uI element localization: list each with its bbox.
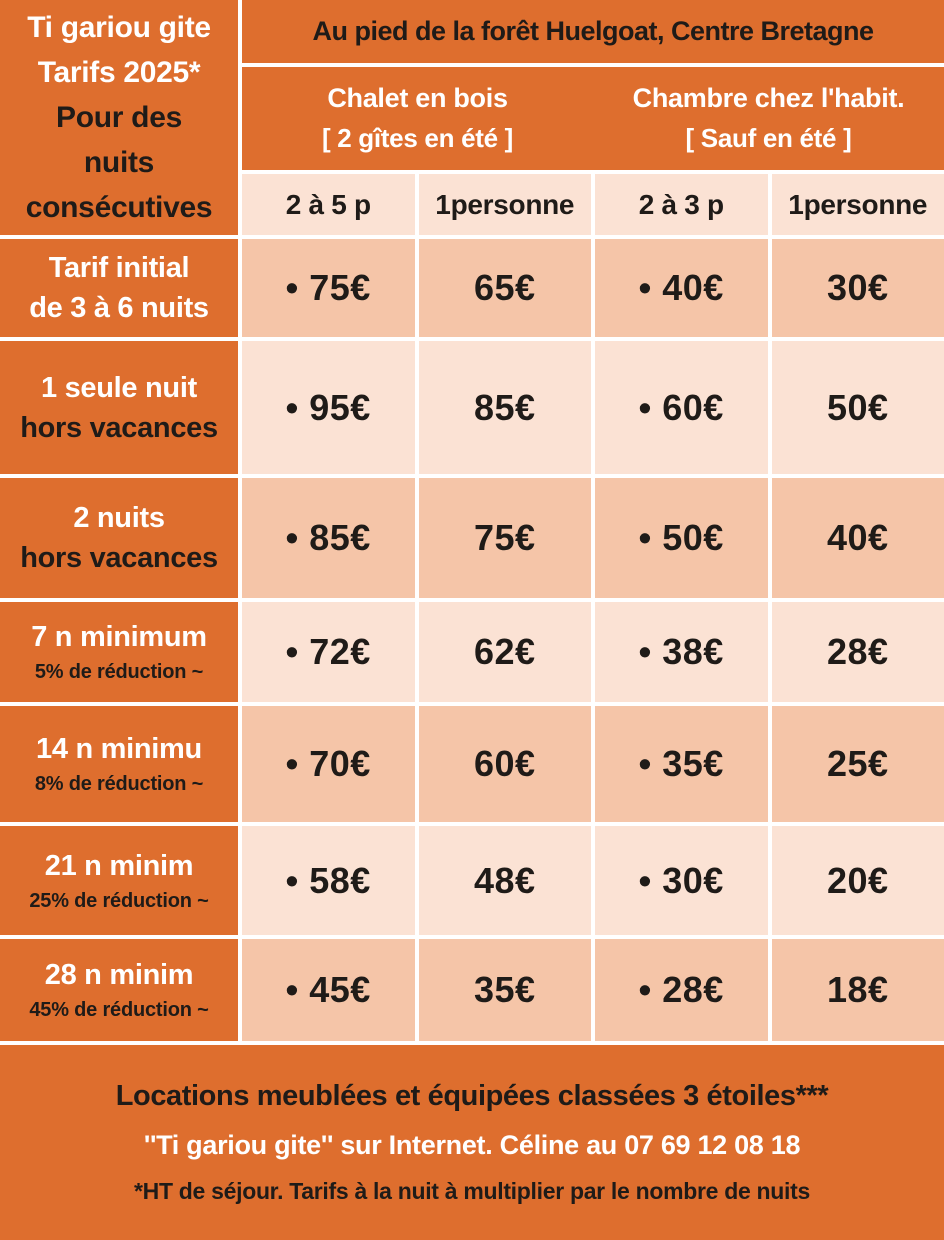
row-label xyxy=(0,826,238,935)
column-header: 1personne xyxy=(772,174,944,235)
price-cell: 18€ xyxy=(772,939,944,1041)
footer-classification-line: Locations meublées et équipées classées 3 étoiles*** xyxy=(115,1080,829,1112)
price-cell: 65€ xyxy=(419,239,592,337)
price-cell: 25€ xyxy=(772,706,944,822)
corner-line: nuits xyxy=(83,146,155,179)
group-chambre xyxy=(593,67,944,170)
row-label xyxy=(0,341,238,474)
footer xyxy=(0,1045,944,1240)
row-label-line2: 25% de réduction ~ xyxy=(29,889,209,912)
price-cell: 62€ xyxy=(419,602,592,702)
row-label-line1: 14 n minimu xyxy=(36,733,202,765)
row-label xyxy=(0,939,238,1041)
price-cell: • 30€ xyxy=(595,826,768,935)
corner-title-block xyxy=(0,0,238,235)
row-label xyxy=(0,706,238,822)
price-cell: • 28€ xyxy=(595,939,768,1041)
group-chambre-title: Chambre chez l'habit. xyxy=(632,83,905,113)
group-chalet-subtitle: [ 2 gîtes en été ] xyxy=(321,123,514,153)
column-header: 2 à 5 p xyxy=(242,174,415,235)
footer-contact-line: ''Ti gariou gite'' sur Internet. Céline au 07 69 12 08 18 xyxy=(143,1130,801,1160)
location-banner: Au pied de la forêt Huelgoat, Centre Bretagne xyxy=(242,0,944,63)
price-cell: • 85€ xyxy=(242,478,415,598)
row-label-line2: hors vacances xyxy=(20,411,218,444)
price-cell: 50€ xyxy=(772,341,944,474)
price-cell: 40€ xyxy=(772,478,944,598)
group-chalet-title: Chalet en bois xyxy=(327,83,508,113)
group-header-band xyxy=(242,67,944,170)
footer-note-line: *HT de séjour. Tarifs à la nuit à multiplier par le nombre de nuits xyxy=(133,1178,810,1204)
price-cell: • 40€ xyxy=(595,239,768,337)
row-label-line1: 21 n minim xyxy=(44,849,194,882)
group-chambre-subtitle: [ Sauf en été ] xyxy=(685,123,852,153)
column-header: 1personne xyxy=(419,174,592,235)
price-cell: • 35€ xyxy=(595,706,768,822)
row-label-line1: Tarif initial xyxy=(48,252,190,284)
price-cell: • 50€ xyxy=(595,478,768,598)
row-label-line2: de 3 à 6 nuits xyxy=(29,292,209,324)
row-label-line1: 1 seule nuit xyxy=(41,371,197,404)
corner-line: consécutives xyxy=(25,191,213,224)
price-cell: • 95€ xyxy=(242,341,415,474)
row-label-line2: hors vacances xyxy=(20,542,218,574)
price-cell: 20€ xyxy=(772,826,944,935)
row-label-line1: 2 nuits xyxy=(73,502,165,534)
row-label-line2: 8% de réduction ~ xyxy=(34,773,204,795)
price-cell: 75€ xyxy=(419,478,592,598)
corner-line: Tarifs 2025* xyxy=(37,56,201,89)
column-header: 2 à 3 p xyxy=(595,174,768,235)
price-cell: • 72€ xyxy=(242,602,415,702)
corner-line: Ti gariou gite xyxy=(27,11,211,44)
price-cell: • 75€ xyxy=(242,239,415,337)
row-label xyxy=(0,239,238,337)
price-cell: 28€ xyxy=(772,602,944,702)
corner-line: Pour des xyxy=(56,101,182,134)
row-label-line1: 28 n minim xyxy=(44,959,194,991)
price-cell: 60€ xyxy=(419,706,592,822)
price-cell: • 58€ xyxy=(242,826,415,935)
price-cell: • 45€ xyxy=(242,939,415,1041)
row-label xyxy=(0,478,238,598)
price-cell: 48€ xyxy=(419,826,592,935)
row-label-line2: 5% de réduction ~ xyxy=(34,661,204,683)
price-cell: • 60€ xyxy=(595,341,768,474)
price-cell: 30€ xyxy=(772,239,944,337)
row-label-line2: 45% de réduction ~ xyxy=(29,999,209,1021)
price-cell: 35€ xyxy=(419,939,592,1041)
price-cell: 85€ xyxy=(419,341,592,474)
group-chalet xyxy=(242,67,593,170)
price-cell: • 38€ xyxy=(595,602,768,702)
price-cell: • 70€ xyxy=(242,706,415,822)
row-label-line1: 7 n minimum xyxy=(31,621,207,653)
row-label xyxy=(0,602,238,702)
